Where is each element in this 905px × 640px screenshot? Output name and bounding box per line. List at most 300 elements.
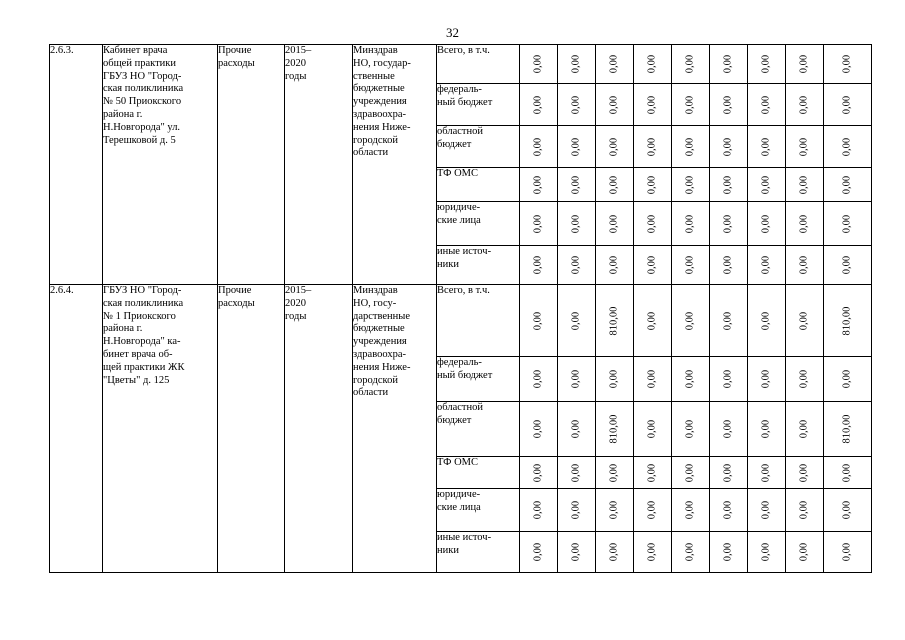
value-cell — [748, 489, 786, 532]
value-text: 0,00 — [646, 54, 658, 74]
text-line: НО, государ- — [353, 57, 411, 69]
value-cell — [634, 202, 672, 246]
funding-source — [437, 357, 520, 402]
value-cell — [748, 168, 786, 202]
text-line: области — [353, 387, 389, 399]
text-line: юридиче- — [437, 202, 481, 213]
text-line: ские лица — [437, 501, 481, 513]
value-text: 0,00 — [760, 214, 772, 233]
value-cell — [634, 402, 672, 457]
value-text: 0,00 — [646, 137, 658, 156]
value-cell — [710, 84, 748, 126]
text-line: ТФ ОМС — [437, 168, 479, 179]
value-cell — [558, 45, 596, 84]
text-line: бинет врача об- — [103, 348, 173, 360]
value-text: 0,00 — [722, 500, 734, 520]
text-line: годы — [285, 310, 307, 322]
value-text: 0,00 — [760, 255, 772, 275]
value-cell — [558, 84, 596, 126]
text-line: района г. — [103, 108, 143, 120]
value-text: 0,00 — [760, 311, 772, 330]
value-cell — [824, 84, 872, 126]
text-line: Н.Новгорода" ул. — [103, 121, 181, 133]
value-text: 0,00 — [798, 95, 810, 114]
value-text: 0,00 — [760, 542, 772, 562]
text-line: ный бюджет — [437, 96, 493, 108]
value-text: 0,00 — [841, 214, 853, 233]
value-cell — [672, 202, 710, 246]
text-line: ственные — [353, 70, 395, 82]
value-cell — [824, 45, 872, 84]
value-text: 0,00 — [608, 255, 620, 275]
text-line: Кабинет врача — [103, 45, 168, 56]
value-text: 0,00 — [798, 54, 810, 74]
value-cell — [748, 357, 786, 402]
value-cell — [558, 246, 596, 285]
value-text: 0,00 — [798, 255, 810, 275]
item-name — [103, 45, 218, 285]
text-line: ская поликлиника — [103, 297, 184, 309]
funding-source — [437, 402, 520, 457]
value-cell — [558, 402, 596, 457]
value-text: 0,00 — [684, 175, 696, 194]
value-text: 0,00 — [760, 463, 772, 482]
value-text: 0,00 — [722, 175, 734, 194]
value-text: 0,00 — [722, 311, 734, 330]
value-cell — [558, 357, 596, 402]
value-text: 0,00 — [532, 500, 544, 520]
value-text: 0,00 — [608, 542, 620, 562]
value-cell — [672, 532, 710, 573]
item-code: 2.6.4. — [50, 285, 103, 573]
value-cell — [824, 285, 872, 357]
text-line: ники — [437, 544, 459, 556]
value-text: 0,00 — [532, 369, 544, 389]
funding-source — [437, 285, 520, 357]
value-cell — [596, 202, 634, 246]
value-cell — [824, 168, 872, 202]
value-text: 0,00 — [646, 542, 658, 562]
value-cell — [710, 457, 748, 489]
table-body — [50, 45, 872, 573]
value-text: 0,00 — [760, 419, 772, 439]
text-line: расходы — [218, 297, 255, 309]
value-text: 0,00 — [570, 137, 582, 156]
value-cell — [786, 202, 824, 246]
value-text: 0,00 — [532, 463, 544, 482]
value-text: 0,00 — [722, 54, 734, 74]
text-line: Минздрав — [353, 45, 398, 56]
value-text: 0,00 — [608, 214, 620, 233]
value-cell — [596, 246, 634, 285]
text-line: юридиче- — [437, 489, 481, 500]
text-line: "Цветы" д. 125 — [103, 374, 170, 386]
value-cell — [710, 45, 748, 84]
value-cell — [596, 357, 634, 402]
value-cell — [634, 532, 672, 573]
text-line: 2020 — [285, 57, 306, 69]
value-text: 0,00 — [760, 369, 772, 389]
value-cell — [710, 532, 748, 573]
text-line: дарственные — [353, 310, 411, 322]
value-text: 0,00 — [722, 137, 734, 156]
value-text: 0,00 — [798, 542, 810, 562]
executor — [353, 285, 437, 573]
value-cell — [786, 532, 824, 573]
value-cell — [596, 126, 634, 168]
text-line: Н.Новгорода" ка- — [103, 336, 181, 348]
text-line: ный бюджет — [437, 369, 493, 381]
text-line: бюджетные — [353, 323, 405, 335]
value-text: 810,00 — [841, 306, 853, 335]
value-cell — [634, 357, 672, 402]
value-text: 0,00 — [532, 214, 544, 233]
value-text: 0,00 — [841, 137, 853, 156]
value-cell — [710, 357, 748, 402]
value-cell — [710, 126, 748, 168]
text-line: иные источ- — [437, 246, 492, 257]
value-text: 0,00 — [798, 175, 810, 194]
value-text: 0,00 — [722, 542, 734, 562]
value-text: 0,00 — [570, 542, 582, 562]
value-text: 0,00 — [608, 54, 620, 74]
value-text: 0,00 — [684, 54, 696, 74]
text-line: федераль- — [437, 357, 482, 368]
text-line: ники — [437, 258, 459, 270]
value-text: 0,00 — [722, 95, 734, 114]
value-cell — [824, 532, 872, 573]
value-cell — [520, 168, 558, 202]
value-cell — [824, 202, 872, 246]
expense-type — [218, 45, 285, 285]
value-cell — [672, 126, 710, 168]
item-code: 2.6.3. — [50, 45, 103, 285]
value-cell — [710, 402, 748, 457]
value-cell — [558, 168, 596, 202]
value-cell — [786, 246, 824, 285]
value-cell — [824, 246, 872, 285]
value-cell — [520, 402, 558, 457]
executor — [353, 45, 437, 285]
value-cell — [520, 246, 558, 285]
funding-table — [49, 44, 872, 573]
text-line: областной — [437, 402, 483, 413]
text-line: 2020 — [285, 297, 306, 309]
value-text: 0,00 — [532, 542, 544, 562]
value-cell — [596, 532, 634, 573]
text-line: ские лица — [437, 214, 481, 226]
value-cell — [634, 246, 672, 285]
value-cell — [596, 489, 634, 532]
value-text: 0,00 — [722, 255, 734, 275]
text-line: района г. — [103, 323, 143, 335]
value-text: 0,00 — [722, 419, 734, 439]
value-text: 0,00 — [798, 137, 810, 156]
text-line: НО, госу- — [353, 297, 397, 309]
value-cell — [824, 126, 872, 168]
value-cell — [520, 126, 558, 168]
text-line: ская поликлиника — [103, 83, 184, 95]
value-text: 0,00 — [570, 54, 582, 74]
value-cell — [824, 457, 872, 489]
value-text: 0,00 — [684, 214, 696, 233]
value-text: 0,00 — [646, 500, 658, 520]
value-cell — [596, 84, 634, 126]
value-text: 0,00 — [798, 214, 810, 233]
value-cell — [672, 489, 710, 532]
text-line: городской — [353, 134, 398, 146]
text-line: Минздрав — [353, 285, 398, 296]
value-text: 0,00 — [841, 463, 853, 482]
value-cell — [672, 168, 710, 202]
value-text: 0,00 — [798, 463, 810, 482]
value-cell — [786, 357, 824, 402]
value-text: 0,00 — [570, 255, 582, 275]
text-line: здравоохра- — [353, 348, 406, 360]
text-line: Прочие — [218, 285, 252, 296]
funding-source — [437, 246, 520, 285]
value-cell — [558, 457, 596, 489]
value-cell — [786, 402, 824, 457]
value-text: 0,00 — [684, 419, 696, 439]
value-cell — [520, 45, 558, 84]
table-row — [50, 285, 872, 357]
value-text: 0,00 — [684, 137, 696, 156]
value-text: 810,00 — [608, 306, 620, 335]
text-line: нения Ниже- — [353, 361, 411, 373]
value-cell — [520, 489, 558, 532]
item-name — [103, 285, 218, 573]
page-number: 32 — [446, 25, 459, 40]
value-text: 0,00 — [760, 500, 772, 520]
text-line: расходы — [218, 57, 255, 69]
text-line: федераль- — [437, 84, 482, 95]
text-line: учреждения — [353, 96, 407, 108]
value-cell — [634, 84, 672, 126]
value-text: 0,00 — [570, 419, 582, 439]
value-cell — [748, 126, 786, 168]
text-line: 2015– — [285, 285, 312, 296]
value-cell — [786, 45, 824, 84]
value-text: 0,00 — [532, 255, 544, 275]
value-text: 0,00 — [684, 311, 696, 330]
text-line: Всего, в т.ч. — [437, 285, 490, 296]
text-line: областной — [437, 126, 483, 137]
value-cell — [672, 457, 710, 489]
value-text: 0,00 — [532, 175, 544, 194]
value-text: 0,00 — [646, 255, 658, 275]
text-line: щей практики ЖК — [103, 361, 185, 373]
text-line: иные источ- — [437, 532, 492, 543]
text-line: городской — [353, 374, 398, 386]
value-text: 0,00 — [570, 369, 582, 389]
value-text: 0,00 — [570, 311, 582, 330]
value-cell — [634, 285, 672, 357]
value-cell — [558, 285, 596, 357]
expense-type — [218, 285, 285, 573]
value-cell — [520, 357, 558, 402]
text-line: бюджет — [437, 138, 472, 150]
value-text: 0,00 — [722, 214, 734, 233]
text-line: № 50 Приокского — [103, 96, 182, 108]
value-text: 0,00 — [841, 369, 853, 389]
value-text: 0,00 — [760, 54, 772, 74]
value-text: 0,00 — [841, 95, 853, 114]
value-cell — [672, 285, 710, 357]
funding-source — [437, 84, 520, 126]
value-cell — [748, 246, 786, 285]
funding-source — [437, 457, 520, 489]
text-line: бюджет — [437, 414, 472, 426]
value-text: 0,00 — [570, 500, 582, 520]
period — [285, 45, 353, 285]
value-cell — [596, 45, 634, 84]
text-line: области — [353, 147, 389, 159]
value-cell — [786, 126, 824, 168]
value-text: 0,00 — [798, 311, 810, 330]
value-cell — [596, 168, 634, 202]
value-text: 0,00 — [646, 369, 658, 389]
value-cell — [558, 489, 596, 532]
funding-source — [437, 168, 520, 202]
value-cell — [710, 246, 748, 285]
value-cell — [520, 84, 558, 126]
value-cell — [748, 285, 786, 357]
value-text: 0,00 — [532, 419, 544, 439]
period — [285, 285, 353, 573]
value-text: 0,00 — [798, 500, 810, 520]
value-cell — [672, 357, 710, 402]
value-text: 0,00 — [608, 500, 620, 520]
value-text: 0,00 — [841, 542, 853, 562]
value-cell — [824, 402, 872, 457]
value-text: 0,00 — [760, 95, 772, 114]
value-text: 0,00 — [841, 255, 853, 275]
value-text: 0,00 — [570, 95, 582, 114]
text-line: здравоохра- — [353, 108, 406, 120]
value-text: 0,00 — [684, 369, 696, 389]
value-text: 0,00 — [760, 175, 772, 194]
value-cell — [710, 202, 748, 246]
value-cell — [520, 285, 558, 357]
value-cell — [634, 489, 672, 532]
value-cell — [672, 402, 710, 457]
value-text: 810,00 — [841, 414, 853, 444]
value-cell — [748, 457, 786, 489]
value-text: 0,00 — [646, 463, 658, 482]
value-cell — [520, 532, 558, 573]
value-text: 0,00 — [646, 175, 658, 194]
value-text: 0,00 — [570, 175, 582, 194]
funding-source — [437, 126, 520, 168]
value-cell — [634, 45, 672, 84]
value-text: 0,00 — [684, 95, 696, 114]
funding-source — [437, 45, 520, 84]
value-text: 0,00 — [841, 500, 853, 520]
value-text: 0,00 — [646, 95, 658, 114]
value-text: 0,00 — [608, 175, 620, 194]
value-cell — [558, 532, 596, 573]
value-cell — [596, 457, 634, 489]
value-cell — [710, 285, 748, 357]
table-row — [50, 45, 872, 84]
text-line: Терешковой д. 5 — [103, 134, 176, 146]
value-text: 0,00 — [570, 463, 582, 482]
value-cell — [672, 84, 710, 126]
text-line: учреждения — [353, 336, 407, 348]
value-text: 0,00 — [760, 137, 772, 156]
value-text: 0,00 — [798, 419, 810, 439]
text-line: 2015– — [285, 45, 312, 56]
value-cell — [634, 457, 672, 489]
value-text: 0,00 — [684, 500, 696, 520]
value-cell — [824, 489, 872, 532]
value-cell — [786, 457, 824, 489]
value-cell — [672, 45, 710, 84]
value-text: 0,00 — [722, 463, 734, 482]
value-cell — [786, 168, 824, 202]
text-line: годы — [285, 70, 307, 82]
text-line: ТФ ОМС — [437, 457, 479, 468]
text-line: нения Ниже- — [353, 121, 411, 133]
value-cell — [596, 285, 634, 357]
text-line: Прочие — [218, 45, 252, 56]
funding-source — [437, 532, 520, 573]
funding-source — [437, 489, 520, 532]
text-line: № 1 Приокского — [103, 310, 176, 322]
value-cell — [786, 84, 824, 126]
value-cell — [748, 45, 786, 84]
funding-source — [437, 202, 520, 246]
value-text: 0,00 — [608, 137, 620, 156]
value-cell — [710, 489, 748, 532]
value-cell — [520, 202, 558, 246]
value-text: 0,00 — [608, 95, 620, 114]
value-cell — [786, 489, 824, 532]
value-text: 0,00 — [608, 369, 620, 389]
value-text: 0,00 — [841, 54, 853, 74]
text-line: Всего, в т.ч. — [437, 45, 490, 56]
value-cell — [634, 168, 672, 202]
value-text: 0,00 — [532, 95, 544, 114]
value-cell — [710, 168, 748, 202]
value-text: 0,00 — [532, 311, 544, 330]
value-cell — [596, 402, 634, 457]
value-text: 810,00 — [608, 414, 620, 444]
value-text: 0,00 — [841, 175, 853, 194]
value-cell — [558, 126, 596, 168]
value-cell — [748, 532, 786, 573]
text-line: ГБУЗ НО "Город- — [103, 70, 182, 82]
value-cell — [748, 202, 786, 246]
value-cell — [672, 246, 710, 285]
value-text: 0,00 — [570, 214, 582, 233]
value-text: 0,00 — [532, 54, 544, 74]
value-text: 0,00 — [646, 311, 658, 330]
value-text: 0,00 — [684, 542, 696, 562]
value-text: 0,00 — [646, 214, 658, 233]
value-cell — [824, 357, 872, 402]
value-text: 0,00 — [532, 137, 544, 156]
text-line: бюджетные — [353, 83, 405, 95]
value-cell — [748, 84, 786, 126]
value-cell — [558, 202, 596, 246]
value-cell — [786, 285, 824, 357]
value-text: 0,00 — [722, 369, 734, 389]
value-cell — [748, 402, 786, 457]
value-cell — [520, 457, 558, 489]
text-line: общей практики — [103, 57, 177, 69]
